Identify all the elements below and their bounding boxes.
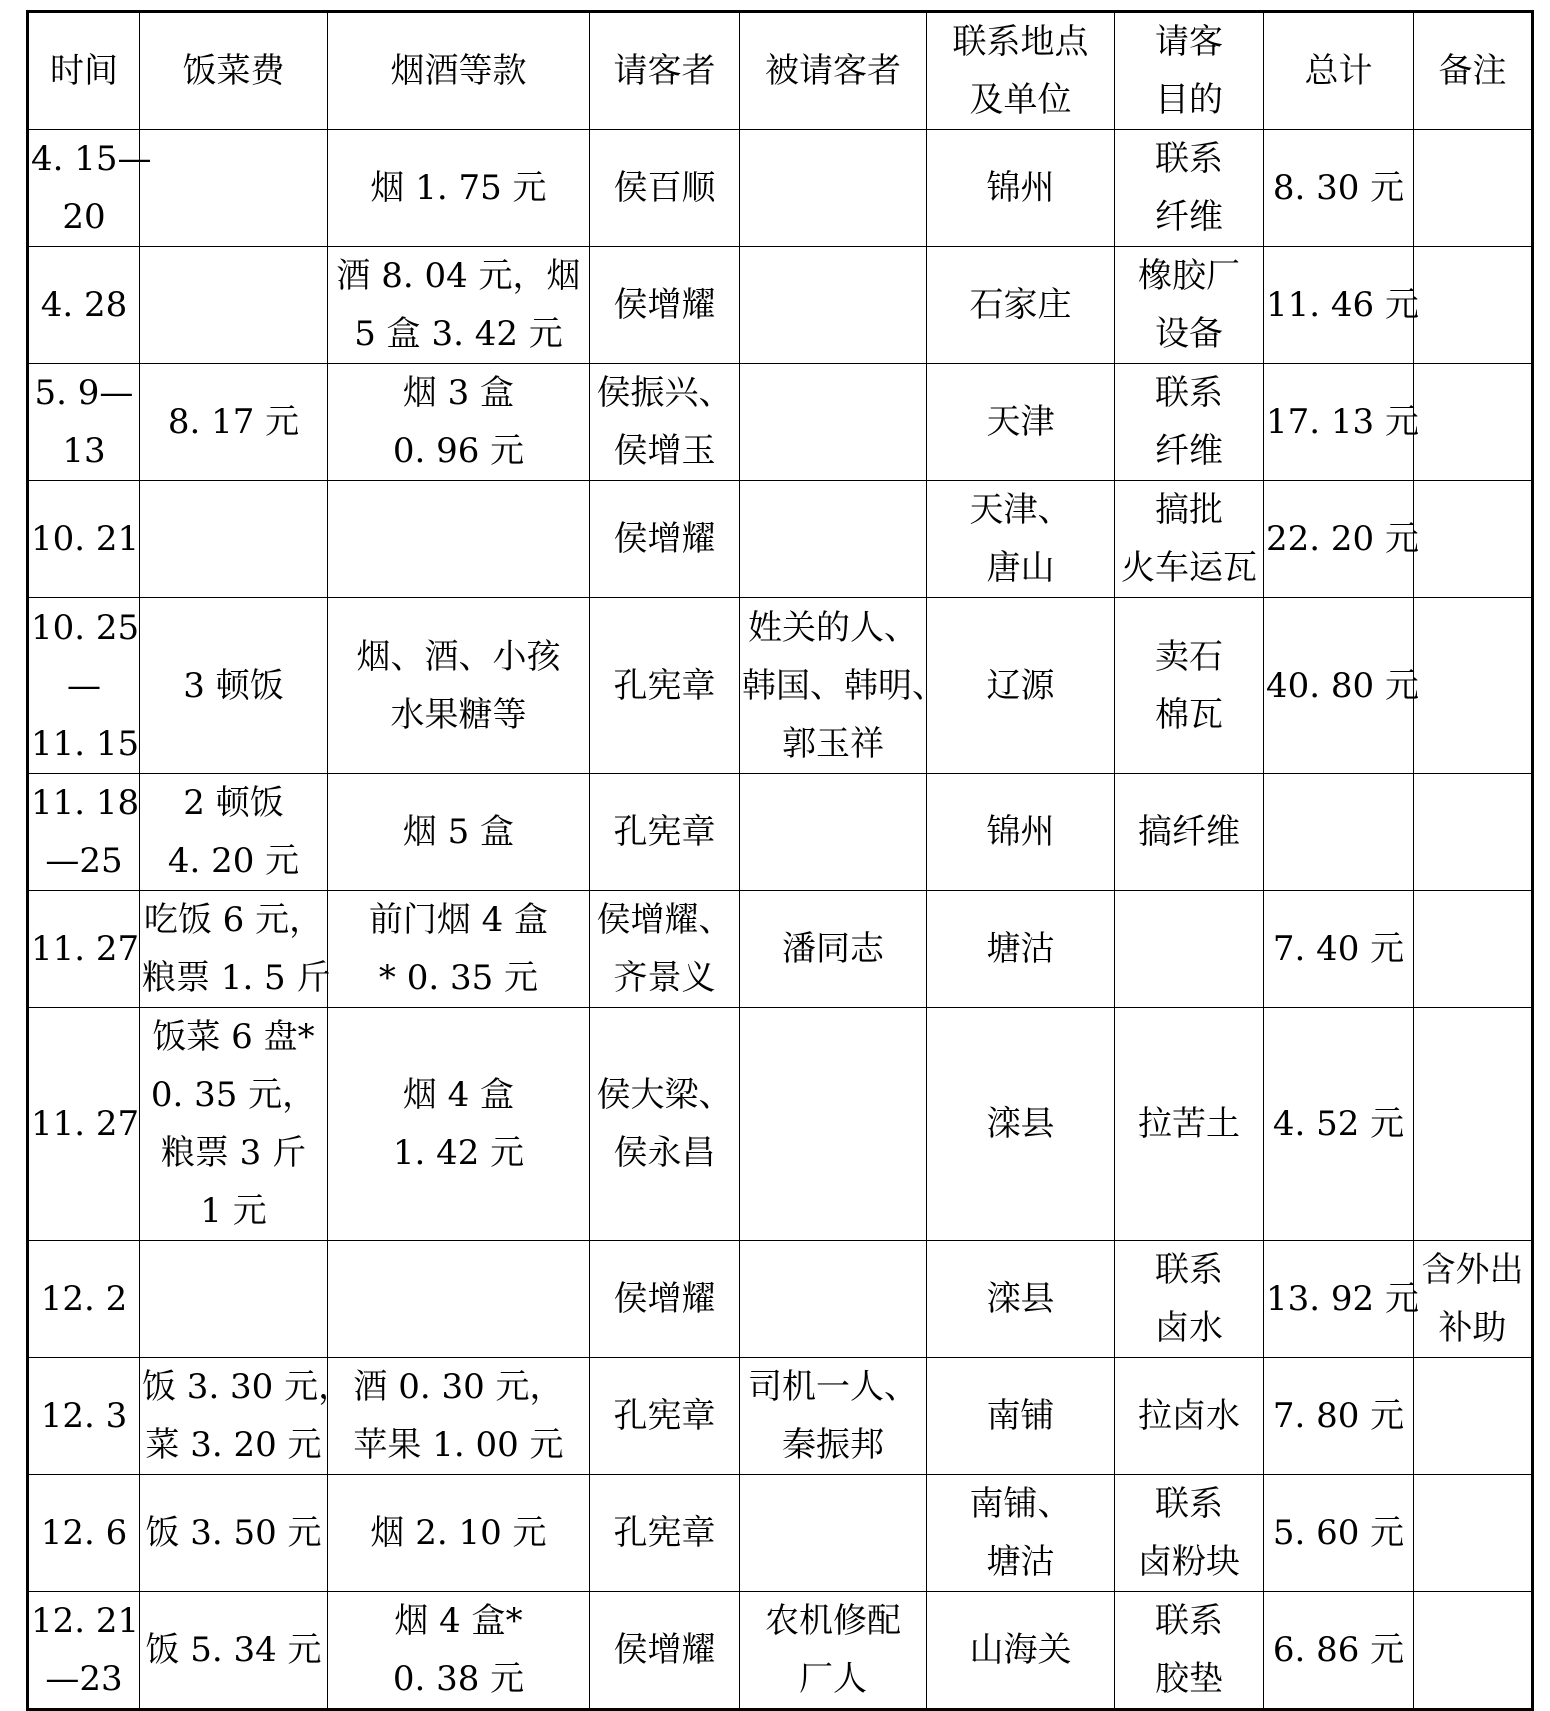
column-header-total [1264,12,1414,130]
cell-text: 13 [62,431,106,471]
cell-text: 2 顿饭 [183,783,284,823]
cell-text: 8. 30 元 [1272,168,1405,208]
cell-text: 1. 42 元 [392,1133,525,1173]
cell-text: 山海关 [969,1630,1072,1670]
cell-text: 火车运瓦 [1121,548,1257,588]
header-text: 请客 [1155,22,1223,62]
cell-text: 唐山 [986,548,1055,588]
cell-text: 4. 52 元 [1272,1104,1405,1144]
cell-note [1414,364,1533,481]
cell-place [927,247,1115,364]
cell-text: 塘沽 [986,929,1055,969]
cell-text: —23 [45,1659,123,1699]
cell-text: 菜 3. 20 元 [145,1425,322,1465]
cell-purpose [1115,1008,1264,1241]
header-text: 备注 [1438,51,1507,91]
cell-meal [140,1358,353,1475]
cell-guest [740,481,927,598]
cell-time [28,247,140,364]
column-header-tobacco [328,12,590,130]
cell-text: 20 [62,197,106,237]
cell-note [1414,1241,1533,1358]
cell-text: 秦振邦 [782,1425,884,1465]
cell-text: 滦县 [986,1279,1055,1319]
cell-place [927,1008,1115,1241]
cell-text: 锦州 [986,812,1055,852]
cell-text: 拉苦土 [1138,1104,1240,1144]
cell-text: 13. 92 元 [1266,1279,1419,1319]
cell-note [1414,774,1533,891]
cell-text: 胶垫 [1155,1659,1223,1699]
cell-time [28,1475,140,1592]
column-header-guest [740,12,927,130]
cell-text: 烟 1. 75 元 [370,168,547,208]
cell-purpose [1115,774,1264,891]
cell-text: 5. 60 元 [1272,1513,1405,1553]
cell-text: 联系 [1155,1484,1223,1524]
cell-purpose [1115,891,1264,1008]
cell-total [1264,598,1419,774]
cell-meal [140,1475,328,1592]
cell-text: 饭 5. 34 元 [145,1630,322,1670]
cell-place [927,774,1115,891]
cell-text: 搞纤维 [1138,812,1240,852]
header-text: 时间 [50,51,118,91]
cell-text: 孔宪章 [613,665,716,706]
cell-place [927,1241,1115,1358]
cell-host [590,1358,740,1475]
cell-text: 苹果 1. 00 元 [353,1425,564,1465]
cell-host [590,247,740,364]
cell-purpose [1115,598,1264,774]
cell-text: 辽源 [986,665,1055,706]
cell-purpose [1115,1592,1264,1710]
cell-place [927,1592,1115,1710]
cell-text: 酒 8. 04 元，烟 [336,256,581,296]
cell-host [590,130,740,247]
cell-text: 侯大梁、 [596,1075,733,1115]
column-header-time [28,12,140,130]
cell-text: 卖石 [1155,636,1223,677]
cell-time [28,774,140,891]
cell-tobacco [328,364,590,481]
expense-ledger-table [26,10,1534,1711]
table-row [28,1358,1533,1475]
column-header-place [927,12,1115,130]
table-row [28,774,1533,891]
cell-host [590,481,740,598]
cell-text: 滦县 [986,1104,1055,1144]
cell-text: 8. 17 元 [167,402,300,442]
cell-text: 烟 5 盒 [402,812,515,852]
cell-text: —25 [45,841,123,881]
cell-time [28,1592,140,1710]
cell-tobacco [328,130,590,247]
cell-purpose [1115,130,1264,247]
cell-text: 11. 27 [31,1104,140,1144]
cell-text: 11. 18 [31,783,140,823]
cell-guest [740,774,927,891]
cell-text: 3 顿饭 [183,665,284,706]
cell-text: 烟 4 盒* [394,1601,523,1641]
cell-text: 12. 21 [31,1601,140,1641]
cell-text: 5. 9— [34,373,134,413]
cell-total [1264,130,1414,247]
cell-text: 姓关的人、 [748,607,918,648]
cell-text: 联系 [1155,139,1223,179]
cell-text: 烟 2. 10 元 [370,1513,547,1553]
cell-purpose [1115,1475,1264,1592]
cell-text: 侯增耀 [613,1279,716,1319]
cell-note [1414,1475,1533,1592]
cell-text: 齐景义 [613,958,716,998]
cell-place [927,598,1115,774]
cell-host [590,774,740,891]
cell-text: 天津、 [969,490,1072,530]
cell-text: 0. 38 元 [392,1659,525,1699]
cell-text: 烟 3 盒 [402,373,515,413]
cell-text: 水果糖等 [390,694,527,735]
cell-text: 0. 35 元， [150,1075,317,1115]
cell-purpose [1115,481,1264,598]
header-text: 请客者 [613,51,716,91]
cell-text: 侯增耀 [613,1630,716,1670]
cell-meal [140,247,328,364]
cell-text: 前门烟 4 盒 [368,900,549,940]
cell-text: 侯百顺 [613,168,716,208]
cell-text: 11. 27 [31,929,140,969]
cell-host [590,1241,740,1358]
cell-tobacco [328,1241,590,1358]
cell-guest [740,598,946,774]
table-row [28,1008,1533,1241]
cell-tobacco [328,1475,590,1592]
cell-text: 厂人 [799,1659,867,1699]
cell-text: 南铺 [986,1396,1055,1436]
cell-time [28,481,140,598]
cell-note [1414,1008,1533,1241]
cell-text: 粮票 1. 5 斤 [142,958,331,998]
cell-guest [740,247,927,364]
cell-text: 纤维 [1155,431,1223,471]
cell-text: 锦州 [986,168,1055,208]
cell-tobacco [328,481,590,598]
table-row [28,598,1533,774]
cell-text: 12. 2 [40,1279,128,1319]
header-text: 目的 [1155,80,1223,120]
cell-text: 农机修配 [765,1601,901,1641]
header-text: 总计 [1304,51,1373,91]
cell-note [1414,1358,1533,1475]
cell-text: 12. 6 [40,1513,128,1553]
cell-text: 含外出 [1421,1250,1524,1290]
cell-total [1264,1008,1414,1241]
cell-guest [740,891,927,1008]
cell-text: 酒 0. 30 元， [353,1367,564,1407]
cell-tobacco [328,774,590,891]
cell-time [28,1241,140,1358]
cell-text: 40. 80 元 [1266,665,1419,706]
cell-text: 吃饭 6 元， [143,900,324,940]
cell-text: — [67,665,101,706]
cell-time [28,1358,140,1475]
cell-text: 司机一人、 [748,1367,918,1407]
cell-time [28,891,140,1008]
cell-text: * 0. 35 元 [378,958,539,998]
cell-text: 搞批 [1155,490,1223,530]
cell-text: 0. 96 元 [392,431,525,471]
cell-text: 郭玉祥 [782,723,884,764]
cell-text: 塘沽 [986,1542,1055,1582]
cell-text: 棉瓦 [1155,694,1223,735]
cell-host [590,364,740,481]
cell-text: 联系 [1155,373,1223,413]
cell-total [1264,1358,1414,1475]
header-text: 及单位 [969,80,1072,120]
cell-time [28,364,140,481]
cell-text: 侯增耀、 [596,900,733,940]
cell-text: 侯增玉 [613,431,716,471]
table-row [28,364,1533,481]
cell-text: 4. 15— [31,139,152,179]
cell-total [1264,1592,1414,1710]
cell-host [590,891,740,1008]
cell-text: 侯增耀 [613,285,716,325]
cell-host [590,1592,740,1710]
cell-text: 侯永昌 [613,1133,716,1173]
cell-note [1414,247,1533,364]
cell-tobacco [328,1358,590,1475]
cell-text: 孔宪章 [613,812,716,852]
cell-total [1264,891,1414,1008]
table-row [28,481,1533,598]
header-text: 被请客者 [765,51,901,91]
cell-meal [140,891,331,1008]
header-text: 联系地点 [952,22,1089,62]
cell-note [1414,1592,1533,1710]
table-row [28,891,1533,1008]
cell-text: 联系 [1155,1250,1223,1290]
cell-place [927,481,1115,598]
cell-text: 韩国、韩明、 [742,665,946,706]
cell-meal [140,130,328,247]
cell-note [1414,130,1533,247]
cell-text: 烟 4 盒 [402,1075,515,1115]
cell-tobacco [328,247,590,364]
cell-text: 卤粉块 [1138,1542,1240,1582]
cell-text: 5 盒 3. 42 元 [354,314,563,354]
cell-note [1414,481,1533,598]
cell-text: 侯振兴、 [596,373,733,413]
cell-host [590,1475,740,1592]
cell-tobacco [328,1592,590,1710]
table-row [28,1592,1533,1710]
table-row [28,1241,1533,1358]
cell-text: 7. 80 元 [1272,1396,1405,1436]
cell-tobacco [328,891,590,1008]
cell-text: 天津 [986,402,1055,442]
column-header-host [590,12,740,130]
cell-note [1414,598,1533,774]
cell-guest [740,1475,927,1592]
cell-total [1264,774,1414,891]
cell-text: 橡胶厂 [1138,256,1240,296]
cell-place [927,1358,1115,1475]
cell-text: 11. 15 [31,723,140,764]
cell-meal [140,364,328,481]
cell-purpose [1115,1358,1264,1475]
table-row [28,1475,1533,1592]
cell-place [927,1475,1115,1592]
header-row [28,12,1533,130]
cell-text: 饭 3. 30 元， [142,1367,353,1407]
cell-guest [740,1358,927,1475]
cell-place [927,130,1115,247]
cell-text: 4. 20 元 [167,841,300,881]
cell-purpose [1115,364,1264,481]
table-row [28,247,1533,364]
column-header-note [1414,12,1533,130]
header-text: 饭菜费 [182,51,285,91]
cell-place [927,891,1115,1008]
cell-text: 22. 20 元 [1266,519,1419,559]
cell-host [590,1008,740,1241]
table-row [28,130,1533,247]
cell-meal [140,774,328,891]
column-header-purpose [1115,12,1264,130]
cell-guest [740,1241,927,1358]
cell-total [1264,1475,1414,1592]
cell-text: 设备 [1155,314,1223,354]
cell-text: 1 元 [200,1191,267,1231]
cell-meal [140,1592,328,1710]
cell-time [28,130,152,247]
cell-guest [740,130,927,247]
cell-text: 侯增耀 [613,519,716,559]
cell-text: 6. 86 元 [1272,1630,1405,1670]
cell-total [1264,481,1419,598]
cell-text: 饭菜 6 盘* [152,1017,315,1057]
cell-total [1264,1241,1419,1358]
cell-text: 拉卤水 [1138,1396,1240,1436]
cell-text: 4. 28 [40,285,128,325]
cell-text: 南铺、 [969,1484,1072,1524]
cell-text: 孔宪章 [613,1396,716,1436]
cell-text: 补助 [1438,1308,1507,1348]
cell-text: 石家庄 [969,285,1072,325]
cell-text: 17. 13 元 [1266,402,1419,442]
cell-tobacco [328,1008,590,1241]
cell-text: 10. 21 [31,519,140,559]
cell-meal [140,1008,328,1241]
cell-tobacco [328,598,590,774]
cell-text: 纤维 [1155,197,1223,237]
cell-place [927,364,1115,481]
cell-text: 联系 [1155,1601,1223,1641]
cell-purpose [1115,1241,1264,1358]
column-header-meal [140,12,328,130]
header-text: 烟酒等款 [390,51,527,91]
cell-time [28,598,140,774]
cell-note [1414,891,1533,1008]
cell-text: 10. 25 [31,607,140,648]
cell-time [28,1008,140,1241]
cell-guest [740,1008,927,1241]
cell-text: 粮票 3 斤 [160,1133,307,1173]
cell-text: 烟、酒、小孩 [356,636,561,677]
cell-purpose [1115,247,1264,364]
cell-meal [140,1241,328,1358]
cell-text: 饭 3. 50 元 [145,1513,322,1553]
cell-meal [140,598,328,774]
cell-guest [740,1592,927,1710]
cell-text: 孔宪章 [613,1513,716,1553]
cell-host [590,598,740,774]
cell-total [1264,247,1419,364]
cell-text: 11. 46 元 [1266,285,1419,325]
cell-meal [140,481,328,598]
cell-text: 潘同志 [782,929,884,969]
cell-text: 12. 3 [40,1396,128,1436]
cell-text: 卤水 [1155,1308,1223,1348]
cell-total [1264,364,1419,481]
cell-text: 7. 40 元 [1272,929,1405,969]
cell-guest [740,364,927,481]
